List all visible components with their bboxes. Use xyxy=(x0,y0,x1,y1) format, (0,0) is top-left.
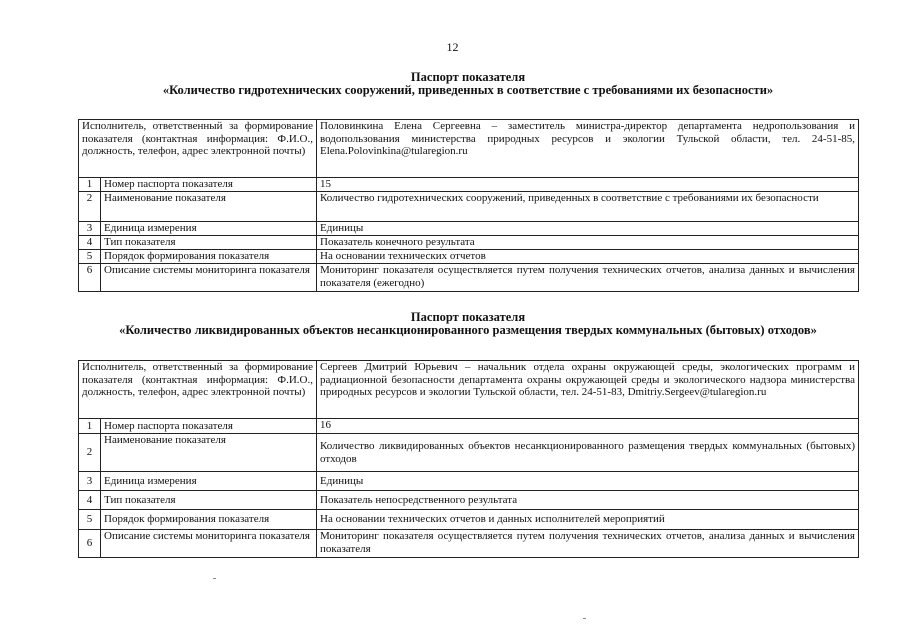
row-value: 15 xyxy=(317,178,859,192)
row-value: Количество гидротехнических сооружений, приведенных в соответствие с требованиями их безопасности xyxy=(317,192,859,222)
row-label: Наименование показателя xyxy=(101,434,317,472)
row-number: 2 xyxy=(79,434,101,472)
row-number: 5 xyxy=(79,510,101,530)
table-row xyxy=(79,434,859,472)
table-row xyxy=(79,192,859,222)
table-row xyxy=(79,491,859,510)
executor-value: Сергеев Дмитрий Юрьевич – начальник отдела охраны окружающей среды, экологических программ и радиационной безопасности департамента охраны окружающей среды и экологического надзора министерства природных ресурсов и экологии Тульской области, тел. 24-51-83, Dmitriy.Sergeev@tularegion.ru xyxy=(317,361,859,419)
row-value: Показатель конечного результата xyxy=(317,236,859,250)
row-label: Единица измерения xyxy=(101,222,317,236)
table-row xyxy=(79,236,859,250)
table-row xyxy=(79,419,859,434)
row-value: Единицы xyxy=(317,222,859,236)
table-row xyxy=(79,250,859,264)
table-row xyxy=(79,264,859,292)
passport-1-table xyxy=(78,119,859,292)
table-row xyxy=(79,510,859,530)
row-label: Порядок формирования показателя xyxy=(101,510,317,530)
passport-2-heading xyxy=(78,311,858,337)
executor-label: Исполнитель, ответственный за формирование показателя (контактная информация: Ф.И.О., должность, телефон, адрес электронной почты) xyxy=(79,120,317,178)
row-number: 1 xyxy=(79,178,101,192)
row-label: Единица измерения xyxy=(101,472,317,491)
passport-1-subtitle: «Количество гидротехнических сооружений, приведенных в соответствие с требованиями их безопасности» xyxy=(162,83,774,97)
passport-2-table xyxy=(78,360,859,558)
row-number: 2 xyxy=(79,192,101,222)
passport-2-title: Паспорт показателя xyxy=(410,310,526,324)
passport-1-title: Паспорт показателя xyxy=(410,70,526,84)
page-number: 12 xyxy=(446,40,459,54)
table-row xyxy=(79,120,859,178)
table-row xyxy=(79,472,859,491)
row-label: Номер паспорта показателя xyxy=(101,419,317,434)
scan-speck xyxy=(583,618,586,619)
executor-value: Половинкина Елена Сергеевна – заместитель министра-директор департамента недропользования и водопользования министерства природных ресурсов и экологии Тульской области, тел. 24-51-85, Elena.Polovinkina@tularegion.ru xyxy=(317,120,859,178)
row-number: 3 xyxy=(79,472,101,491)
row-value: На основании технических отчетов и данных исполнителей мероприятий xyxy=(317,510,859,530)
row-label: Описание системы мониторинга показателя xyxy=(101,264,317,292)
passport-1-heading xyxy=(78,71,858,97)
table-row xyxy=(79,222,859,236)
row-number: 4 xyxy=(79,491,101,510)
table-row xyxy=(79,361,859,419)
row-value: Мониторинг показателя осуществляется путем получения технических отчетов, анализа данных и вычисления показателя (ежегодно) xyxy=(317,264,859,292)
row-value: На основании технических отчетов xyxy=(317,250,859,264)
row-value: Показатель непосредственного результата xyxy=(317,491,859,510)
row-number: 4 xyxy=(79,236,101,250)
row-label: Тип показателя xyxy=(101,236,317,250)
table-row xyxy=(79,530,859,558)
row-label: Тип показателя xyxy=(101,491,317,510)
row-number: 3 xyxy=(79,222,101,236)
row-number: 6 xyxy=(79,264,101,292)
passport-2-subtitle: «Количество ликвидированных объектов несанкционированного размещения твердых коммунальных (бытовых) отходов» xyxy=(119,323,817,337)
row-value: 16 xyxy=(317,419,859,434)
scan-speck xyxy=(213,578,216,579)
row-number: 6 xyxy=(79,530,101,558)
row-number: 1 xyxy=(79,419,101,434)
row-value: Количество ликвидированных объектов несанкционированного размещения твердых коммунальных (бытовых) отходов xyxy=(317,434,859,472)
row-label: Наименование показателя xyxy=(101,192,317,222)
row-value: Мониторинг показателя осуществляется путем получения технических отчетов, анализа данных и вычисления показателя xyxy=(317,530,859,558)
row-label: Номер паспорта показателя xyxy=(101,178,317,192)
row-value: Единицы xyxy=(317,472,859,491)
row-label: Описание системы мониторинга показателя xyxy=(101,530,317,558)
row-label: Порядок формирования показателя xyxy=(101,250,317,264)
row-number: 5 xyxy=(79,250,101,264)
executor-label: Исполнитель, ответственный за формирование показателя (контактная информация: Ф.И.О., должность, телефон, адрес электронной почты) xyxy=(79,361,317,419)
table-row xyxy=(79,178,859,192)
